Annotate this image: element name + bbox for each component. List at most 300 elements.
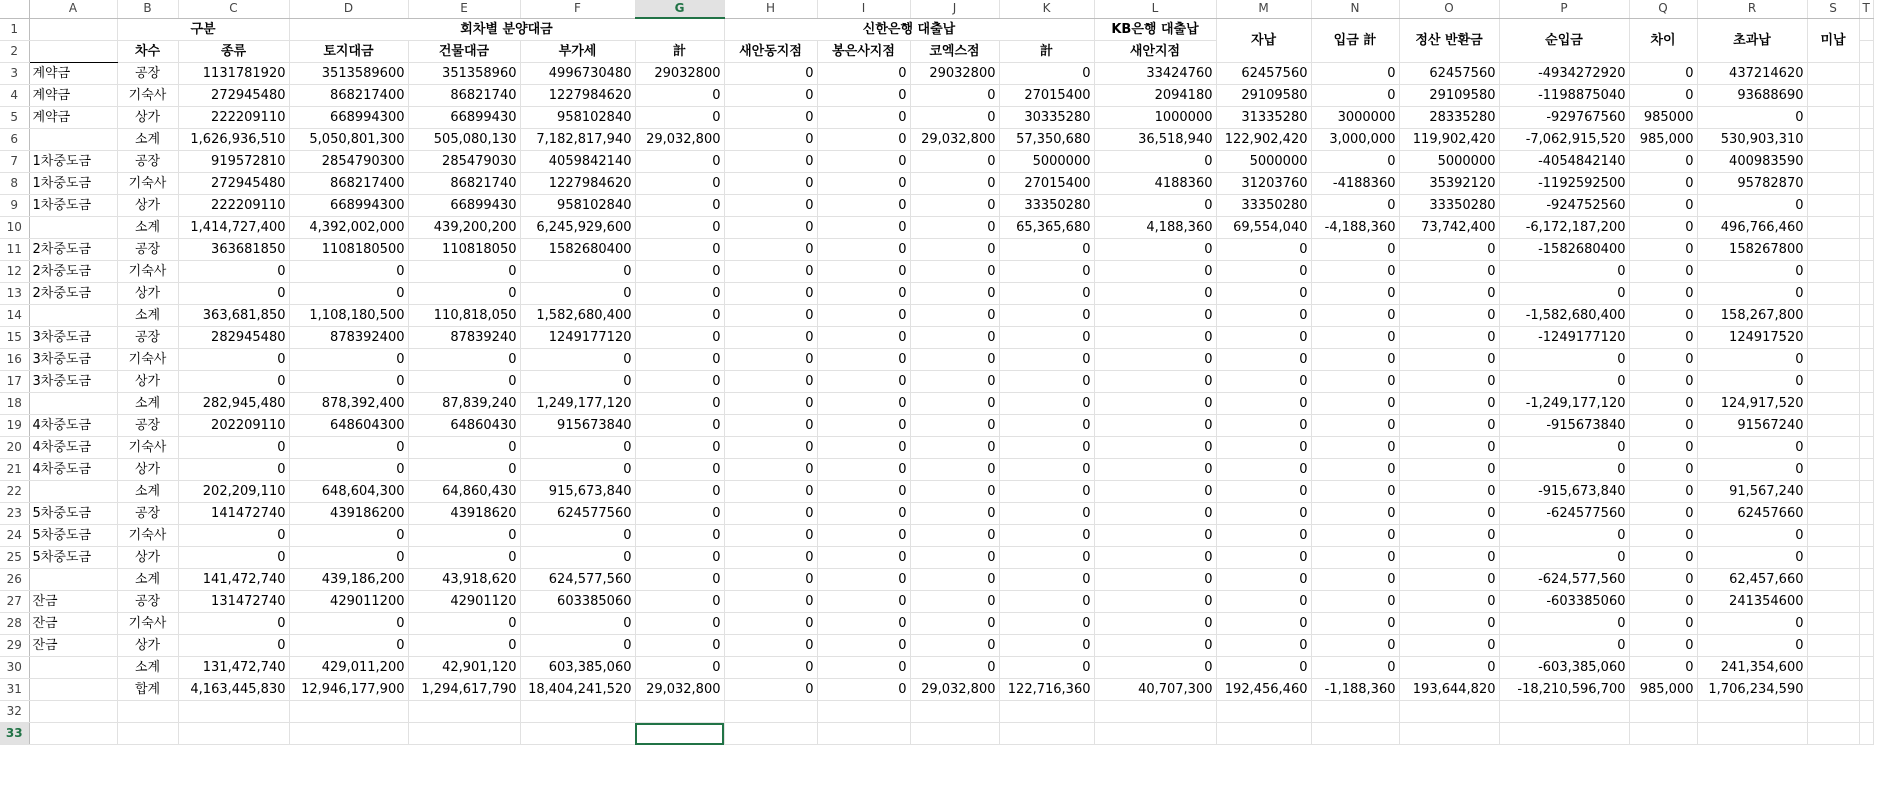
cell[interactable] xyxy=(1859,701,1873,723)
cell-nn[interactable]: 0 xyxy=(1311,371,1399,393)
cell-nn[interactable]: 0 xyxy=(1311,305,1399,327)
cell[interactable] xyxy=(1807,701,1859,723)
cell-l[interactable]: 0 xyxy=(1094,415,1216,437)
cell-i[interactable]: 0 xyxy=(817,635,910,657)
cell[interactable] xyxy=(817,723,910,745)
row-header[interactable]: 5 xyxy=(0,107,29,129)
cell-nn[interactable]: 0 xyxy=(1311,63,1399,85)
cell-k[interactable]: 27015400 xyxy=(999,173,1094,195)
cell-d[interactable]: 668994300 xyxy=(289,195,408,217)
cell-f[interactable]: 624577560 xyxy=(520,503,635,525)
cell[interactable] xyxy=(635,701,724,723)
cell-e[interactable]: 43,918,620 xyxy=(408,569,520,591)
cell-l[interactable]: 0 xyxy=(1094,569,1216,591)
cell-a[interactable]: 3차중도금 xyxy=(29,371,117,393)
cell-f[interactable]: 0 xyxy=(520,283,635,305)
cell-r[interactable]: 0 xyxy=(1697,459,1807,481)
cell-d[interactable]: 1,108,180,500 xyxy=(289,305,408,327)
cell-e[interactable]: 439,200,200 xyxy=(408,217,520,239)
cell-b[interactable]: 상가 xyxy=(117,635,178,657)
cell-a[interactable]: 5차중도금 xyxy=(29,503,117,525)
cell[interactable] xyxy=(1807,723,1859,745)
cell-g[interactable]: 0 xyxy=(635,371,724,393)
cell-o[interactable]: 73,742,400 xyxy=(1399,217,1499,239)
cell-i[interactable]: 0 xyxy=(817,195,910,217)
cell-p[interactable]: -929767560 xyxy=(1499,107,1629,129)
cell-q[interactable]: 0 xyxy=(1629,657,1697,679)
cell-o[interactable]: 0 xyxy=(1399,459,1499,481)
cell-i[interactable]: 0 xyxy=(817,415,910,437)
cell-g[interactable]: 0 xyxy=(635,569,724,591)
cell-a[interactable]: 4차중도금 xyxy=(29,459,117,481)
cell-j[interactable]: 0 xyxy=(910,305,999,327)
cell[interactable] xyxy=(1859,239,1873,261)
cell-f[interactable]: 0 xyxy=(520,261,635,283)
cell-l[interactable]: 0 xyxy=(1094,459,1216,481)
column-header-c[interactable]: C xyxy=(178,0,289,18)
cell-h[interactable]: 0 xyxy=(724,635,817,657)
cell-i[interactable]: 0 xyxy=(817,591,910,613)
cell-a[interactable] xyxy=(29,569,117,591)
cell-m[interactable]: 0 xyxy=(1216,613,1311,635)
cell-d[interactable]: 868217400 xyxy=(289,173,408,195)
cell-r[interactable]: 0 xyxy=(1697,261,1807,283)
cell-e[interactable]: 110,818,050 xyxy=(408,305,520,327)
cell-f[interactable]: 1227984620 xyxy=(520,173,635,195)
cell-g[interactable]: 0 xyxy=(635,327,724,349)
cell-o[interactable]: 0 xyxy=(1399,635,1499,657)
cell-j[interactable]: 29,032,800 xyxy=(910,129,999,151)
cell-r[interactable]: 437214620 xyxy=(1697,63,1807,85)
cell-k[interactable]: 0 xyxy=(999,437,1094,459)
cell-h[interactable]: 0 xyxy=(724,261,817,283)
cell-b[interactable]: 소계 xyxy=(117,481,178,503)
cell[interactable] xyxy=(1807,679,1859,701)
cell[interactable] xyxy=(178,701,289,723)
column-header-q[interactable]: Q xyxy=(1629,0,1697,18)
cell-p[interactable]: -7,062,915,520 xyxy=(1499,129,1629,151)
cell-r[interactable]: 241,354,600 xyxy=(1697,657,1807,679)
cell-l[interactable]: 0 xyxy=(1094,525,1216,547)
column-header-a[interactable]: A xyxy=(29,0,117,18)
cell-c[interactable]: 0 xyxy=(178,371,289,393)
cell[interactable] xyxy=(29,41,117,63)
cell[interactable] xyxy=(178,723,289,745)
cell-j[interactable]: 0 xyxy=(910,107,999,129)
cell-j[interactable]: 0 xyxy=(910,635,999,657)
cell-m[interactable]: 31203760 xyxy=(1216,173,1311,195)
cell[interactable] xyxy=(1807,305,1859,327)
cell-h[interactable]: 0 xyxy=(724,217,817,239)
cell-c[interactable]: 272945480 xyxy=(178,173,289,195)
cell-g[interactable]: 0 xyxy=(635,85,724,107)
cell-q[interactable]: 0 xyxy=(1629,261,1697,283)
cell-l[interactable]: 0 xyxy=(1094,305,1216,327)
cell-l[interactable]: 0 xyxy=(1094,239,1216,261)
cell-k[interactable]: 57,350,680 xyxy=(999,129,1094,151)
cell-j[interactable]: 0 xyxy=(910,151,999,173)
cell-r[interactable]: 93688690 xyxy=(1697,85,1807,107)
cell-m[interactable]: 31335280 xyxy=(1216,107,1311,129)
cell[interactable] xyxy=(1859,129,1873,151)
cell-g[interactable]: 0 xyxy=(635,195,724,217)
cell-a[interactable]: 계약금 xyxy=(29,107,117,129)
cell[interactable] xyxy=(724,701,817,723)
cell-o[interactable]: 0 xyxy=(1399,503,1499,525)
row-header[interactable]: 23 xyxy=(0,503,29,525)
cell-k[interactable]: 0 xyxy=(999,349,1094,371)
header-janap[interactable]: 자납 xyxy=(1216,18,1311,63)
row-header[interactable]: 20 xyxy=(0,437,29,459)
cell-f[interactable]: 958102840 xyxy=(520,107,635,129)
cell-m[interactable]: 0 xyxy=(1216,415,1311,437)
cell-m[interactable]: 192,456,460 xyxy=(1216,679,1311,701)
column-header-l[interactable]: L xyxy=(1094,0,1216,18)
cell-l[interactable]: 0 xyxy=(1094,327,1216,349)
cell-b[interactable]: 공장 xyxy=(117,63,178,85)
cell[interactable] xyxy=(1807,85,1859,107)
cell-e[interactable]: 86821740 xyxy=(408,85,520,107)
cell[interactable] xyxy=(117,701,178,723)
cell-g[interactable]: 0 xyxy=(635,481,724,503)
cell-g[interactable]: 0 xyxy=(635,239,724,261)
header-jongryu[interactable]: 종류 xyxy=(178,41,289,63)
cell-g[interactable]: 0 xyxy=(635,525,724,547)
select-all-corner[interactable] xyxy=(0,0,29,18)
cell-i[interactable]: 0 xyxy=(817,393,910,415)
cell-q[interactable]: 0 xyxy=(1629,173,1697,195)
cell[interactable] xyxy=(1807,591,1859,613)
cell-o[interactable]: 33350280 xyxy=(1399,195,1499,217)
header-gye1[interactable]: 計 xyxy=(635,41,724,63)
cell-c[interactable]: 272945480 xyxy=(178,85,289,107)
cell[interactable] xyxy=(1859,151,1873,173)
cell[interactable] xyxy=(1311,723,1399,745)
header-gubun[interactable]: 구분 xyxy=(117,18,289,41)
cell[interactable] xyxy=(1807,437,1859,459)
cell-e[interactable]: 0 xyxy=(408,525,520,547)
cell-p[interactable]: -624577560 xyxy=(1499,503,1629,525)
cell-o[interactable]: 0 xyxy=(1399,613,1499,635)
cell-h[interactable]: 0 xyxy=(724,371,817,393)
row-header[interactable]: 4 xyxy=(0,85,29,107)
cell-e[interactable]: 0 xyxy=(408,635,520,657)
row-header[interactable]: 18 xyxy=(0,393,29,415)
cell-i[interactable]: 0 xyxy=(817,349,910,371)
row-header[interactable]: 11 xyxy=(0,239,29,261)
row-header-1[interactable]: 1 xyxy=(0,18,29,41)
cell-b[interactable]: 상가 xyxy=(117,107,178,129)
cell-l[interactable]: 0 xyxy=(1094,195,1216,217)
cell-l[interactable]: 0 xyxy=(1094,547,1216,569)
cell[interactable] xyxy=(1859,613,1873,635)
cell-h[interactable]: 0 xyxy=(724,283,817,305)
cell-g[interactable]: 0 xyxy=(635,261,724,283)
cell-nn[interactable]: 0 xyxy=(1311,503,1399,525)
cell[interactable] xyxy=(1807,613,1859,635)
cell-d[interactable]: 0 xyxy=(289,547,408,569)
cell-q[interactable]: 0 xyxy=(1629,415,1697,437)
cell-b[interactable]: 기숙사 xyxy=(117,85,178,107)
cell-r[interactable]: 496,766,460 xyxy=(1697,217,1807,239)
cell-h[interactable]: 0 xyxy=(724,657,817,679)
cell-e[interactable]: 1,294,617,790 xyxy=(408,679,520,701)
cell-a[interactable]: 5차중도금 xyxy=(29,525,117,547)
cell-nn[interactable]: 0 xyxy=(1311,393,1399,415)
active-cell[interactable] xyxy=(635,723,724,745)
cell[interactable] xyxy=(1859,437,1873,459)
cell-k[interactable]: 0 xyxy=(999,393,1094,415)
cell-p[interactable]: -1192592500 xyxy=(1499,173,1629,195)
cell-k[interactable]: 0 xyxy=(999,63,1094,85)
cell-k[interactable]: 0 xyxy=(999,591,1094,613)
cell-o[interactable]: 0 xyxy=(1399,657,1499,679)
cell[interactable] xyxy=(1859,657,1873,679)
header-minap[interactable]: 미납 xyxy=(1807,18,1859,63)
cell-j[interactable]: 0 xyxy=(910,393,999,415)
cell[interactable] xyxy=(1859,305,1873,327)
cell-o[interactable]: 0 xyxy=(1399,327,1499,349)
cell-f[interactable]: 958102840 xyxy=(520,195,635,217)
cell[interactable] xyxy=(1807,107,1859,129)
cell[interactable] xyxy=(1499,701,1629,723)
cell-m[interactable]: 69,554,040 xyxy=(1216,217,1311,239)
cell-nn[interactable]: 0 xyxy=(1311,349,1399,371)
cell-e[interactable]: 0 xyxy=(408,613,520,635)
cell-c[interactable]: 1131781920 xyxy=(178,63,289,85)
cell-f[interactable]: 1582680400 xyxy=(520,239,635,261)
cell[interactable] xyxy=(1859,503,1873,525)
cell-p[interactable]: 0 xyxy=(1499,437,1629,459)
cell-h[interactable]: 0 xyxy=(724,503,817,525)
cell-f[interactable]: 0 xyxy=(520,613,635,635)
cell[interactable] xyxy=(1807,349,1859,371)
cell-b[interactable]: 기숙사 xyxy=(117,261,178,283)
cell-a[interactable]: 4차중도금 xyxy=(29,415,117,437)
cell-d[interactable]: 668994300 xyxy=(289,107,408,129)
cell-a[interactable]: 1차중도금 xyxy=(29,195,117,217)
cell-m[interactable]: 0 xyxy=(1216,635,1311,657)
cell-e[interactable]: 110818050 xyxy=(408,239,520,261)
cell-c[interactable]: 0 xyxy=(178,437,289,459)
cell-i[interactable]: 0 xyxy=(817,481,910,503)
cell-q[interactable]: 0 xyxy=(1629,85,1697,107)
cell-d[interactable]: 439,186,200 xyxy=(289,569,408,591)
cell-b[interactable]: 상가 xyxy=(117,371,178,393)
cell-j[interactable]: 0 xyxy=(910,613,999,635)
cell-f[interactable]: 1227984620 xyxy=(520,85,635,107)
cell-l[interactable]: 4188360 xyxy=(1094,173,1216,195)
cell-m[interactable]: 0 xyxy=(1216,657,1311,679)
cell-d[interactable]: 0 xyxy=(289,283,408,305)
cell-g[interactable]: 0 xyxy=(635,393,724,415)
cell-o[interactable]: 0 xyxy=(1399,525,1499,547)
cell[interactable] xyxy=(1859,217,1873,239)
cell-c[interactable]: 202209110 xyxy=(178,415,289,437)
cell-p[interactable]: -1249177120 xyxy=(1499,327,1629,349)
cell-m[interactable]: 0 xyxy=(1216,349,1311,371)
cell-p[interactable]: -915,673,840 xyxy=(1499,481,1629,503)
cell-nn[interactable]: 0 xyxy=(1311,525,1399,547)
cell-m[interactable]: 0 xyxy=(1216,569,1311,591)
column-header-o[interactable]: O xyxy=(1399,0,1499,18)
header-bunyang[interactable]: 회차별 분양대금 xyxy=(289,18,724,41)
cell-p[interactable]: -1582680400 xyxy=(1499,239,1629,261)
cell-m[interactable]: 29109580 xyxy=(1216,85,1311,107)
row-header[interactable]: 21 xyxy=(0,459,29,481)
cell-m[interactable]: 0 xyxy=(1216,591,1311,613)
cell-i[interactable]: 0 xyxy=(817,85,910,107)
cell-d[interactable]: 868217400 xyxy=(289,85,408,107)
cell[interactable] xyxy=(29,701,117,723)
cell-p[interactable]: 0 xyxy=(1499,371,1629,393)
cell-e[interactable]: 64860430 xyxy=(408,415,520,437)
cell-f[interactable]: 1249177120 xyxy=(520,327,635,349)
row-header[interactable]: 8 xyxy=(0,173,29,195)
cell-j[interactable]: 0 xyxy=(910,327,999,349)
cell-q[interactable]: 0 xyxy=(1629,393,1697,415)
cell-a[interactable]: 잔금 xyxy=(29,591,117,613)
cell-i[interactable]: 0 xyxy=(817,679,910,701)
cell-i[interactable]: 0 xyxy=(817,107,910,129)
cell-g[interactable]: 0 xyxy=(635,151,724,173)
cell-f[interactable]: 0 xyxy=(520,437,635,459)
cell-d[interactable]: 878,392,400 xyxy=(289,393,408,415)
cell-j[interactable]: 0 xyxy=(910,371,999,393)
cell-nn[interactable]: 0 xyxy=(1311,195,1399,217)
cell[interactable] xyxy=(1311,701,1399,723)
cell-a[interactable] xyxy=(29,481,117,503)
cell-b[interactable]: 합계 xyxy=(117,679,178,701)
cell-r[interactable]: 62,457,660 xyxy=(1697,569,1807,591)
cell-k[interactable]: 0 xyxy=(999,547,1094,569)
cell[interactable] xyxy=(1807,283,1859,305)
cell-g[interactable]: 0 xyxy=(635,217,724,239)
cell-f[interactable]: 18,404,241,520 xyxy=(520,679,635,701)
cell-m[interactable]: 0 xyxy=(1216,239,1311,261)
cell-q[interactable]: 0 xyxy=(1629,503,1697,525)
cell-i[interactable]: 0 xyxy=(817,151,910,173)
cell-h[interactable]: 0 xyxy=(724,459,817,481)
cell[interactable] xyxy=(1859,547,1873,569)
cell[interactable] xyxy=(910,701,999,723)
cell-d[interactable]: 0 xyxy=(289,371,408,393)
cell-k[interactable]: 0 xyxy=(999,481,1094,503)
cell-l[interactable]: 0 xyxy=(1094,481,1216,503)
cell-r[interactable]: 158267800 xyxy=(1697,239,1807,261)
cell-r[interactable]: 0 xyxy=(1697,525,1807,547)
cell-f[interactable]: 4059842140 xyxy=(520,151,635,173)
cell-o[interactable]: 5000000 xyxy=(1399,151,1499,173)
cell-nn[interactable]: 0 xyxy=(1311,415,1399,437)
cell-m[interactable]: 0 xyxy=(1216,371,1311,393)
cell-f[interactable]: 915,673,840 xyxy=(520,481,635,503)
cell-m[interactable]: 5000000 xyxy=(1216,151,1311,173)
cell-e[interactable]: 87,839,240 xyxy=(408,393,520,415)
cell[interactable] xyxy=(408,701,520,723)
cell-m[interactable]: 0 xyxy=(1216,283,1311,305)
cell-nn[interactable]: -1,188,360 xyxy=(1311,679,1399,701)
cell-l[interactable]: 0 xyxy=(1094,261,1216,283)
cell-m[interactable]: 0 xyxy=(1216,327,1311,349)
cell-c[interactable]: 222209110 xyxy=(178,107,289,129)
cell-b[interactable]: 기숙사 xyxy=(117,173,178,195)
cell-p[interactable]: -624,577,560 xyxy=(1499,569,1629,591)
cell-o[interactable]: 0 xyxy=(1399,283,1499,305)
cell-l[interactable]: 0 xyxy=(1094,151,1216,173)
column-header-h[interactable]: H xyxy=(724,0,817,18)
cell-b[interactable]: 공장 xyxy=(117,151,178,173)
cell-p[interactable]: 0 xyxy=(1499,635,1629,657)
cell-d[interactable]: 5,050,801,300 xyxy=(289,129,408,151)
cell-q[interactable]: 0 xyxy=(1629,547,1697,569)
cell-a[interactable]: 2차중도금 xyxy=(29,261,117,283)
cell[interactable] xyxy=(520,701,635,723)
cell[interactable] xyxy=(1807,657,1859,679)
column-header-m[interactable]: M xyxy=(1216,0,1311,18)
cell-m[interactable]: 0 xyxy=(1216,393,1311,415)
cell-e[interactable]: 86821740 xyxy=(408,173,520,195)
cell-nn[interactable]: 0 xyxy=(1311,239,1399,261)
cell-i[interactable]: 0 xyxy=(817,657,910,679)
cell-b[interactable]: 상가 xyxy=(117,459,178,481)
column-header-s[interactable]: S xyxy=(1807,0,1859,18)
cell-d[interactable]: 0 xyxy=(289,349,408,371)
cell-a[interactable] xyxy=(29,217,117,239)
cell[interactable] xyxy=(1859,415,1873,437)
cell-h[interactable]: 0 xyxy=(724,195,817,217)
cell-f[interactable]: 1,249,177,120 xyxy=(520,393,635,415)
cell-j[interactable]: 0 xyxy=(910,525,999,547)
cell-r[interactable]: 0 xyxy=(1697,195,1807,217)
cell-h[interactable]: 0 xyxy=(724,305,817,327)
column-header-f[interactable]: F xyxy=(520,0,635,18)
cell-p[interactable]: -603385060 xyxy=(1499,591,1629,613)
cell-r[interactable]: 91,567,240 xyxy=(1697,481,1807,503)
cell-e[interactable]: 87839240 xyxy=(408,327,520,349)
cell-nn[interactable]: 0 xyxy=(1311,151,1399,173)
cell-r[interactable]: 241354600 xyxy=(1697,591,1807,613)
cell-i[interactable]: 0 xyxy=(817,327,910,349)
row-header[interactable]: 3 xyxy=(0,63,29,85)
cell-f[interactable]: 624,577,560 xyxy=(520,569,635,591)
cell-k[interactable]: 0 xyxy=(999,569,1094,591)
cell-a[interactable] xyxy=(29,305,117,327)
cell-e[interactable]: 351358960 xyxy=(408,63,520,85)
cell[interactable] xyxy=(289,701,408,723)
cell-p[interactable]: -1,249,177,120 xyxy=(1499,393,1629,415)
cell-e[interactable]: 0 xyxy=(408,371,520,393)
cell-a[interactable]: 1차중도금 xyxy=(29,173,117,195)
cell-l[interactable]: 0 xyxy=(1094,635,1216,657)
cell-nn[interactable]: 0 xyxy=(1311,437,1399,459)
cell-j[interactable]: 0 xyxy=(910,239,999,261)
cell-r[interactable]: 62457660 xyxy=(1697,503,1807,525)
cell-b[interactable]: 기숙사 xyxy=(117,613,178,635)
cell-e[interactable]: 42901120 xyxy=(408,591,520,613)
cell-j[interactable]: 0 xyxy=(910,217,999,239)
cell-j[interactable]: 0 xyxy=(910,459,999,481)
cell[interactable] xyxy=(1807,173,1859,195)
cell-p[interactable]: -4934272920 xyxy=(1499,63,1629,85)
cell-j[interactable]: 29,032,800 xyxy=(910,679,999,701)
cell-c[interactable]: 0 xyxy=(178,261,289,283)
column-header-r[interactable]: R xyxy=(1697,0,1807,18)
cell-m[interactable]: 62457560 xyxy=(1216,63,1311,85)
cell-g[interactable]: 0 xyxy=(635,547,724,569)
cell-nn[interactable]: 0 xyxy=(1311,569,1399,591)
cell-nn[interactable]: 0 xyxy=(1311,657,1399,679)
